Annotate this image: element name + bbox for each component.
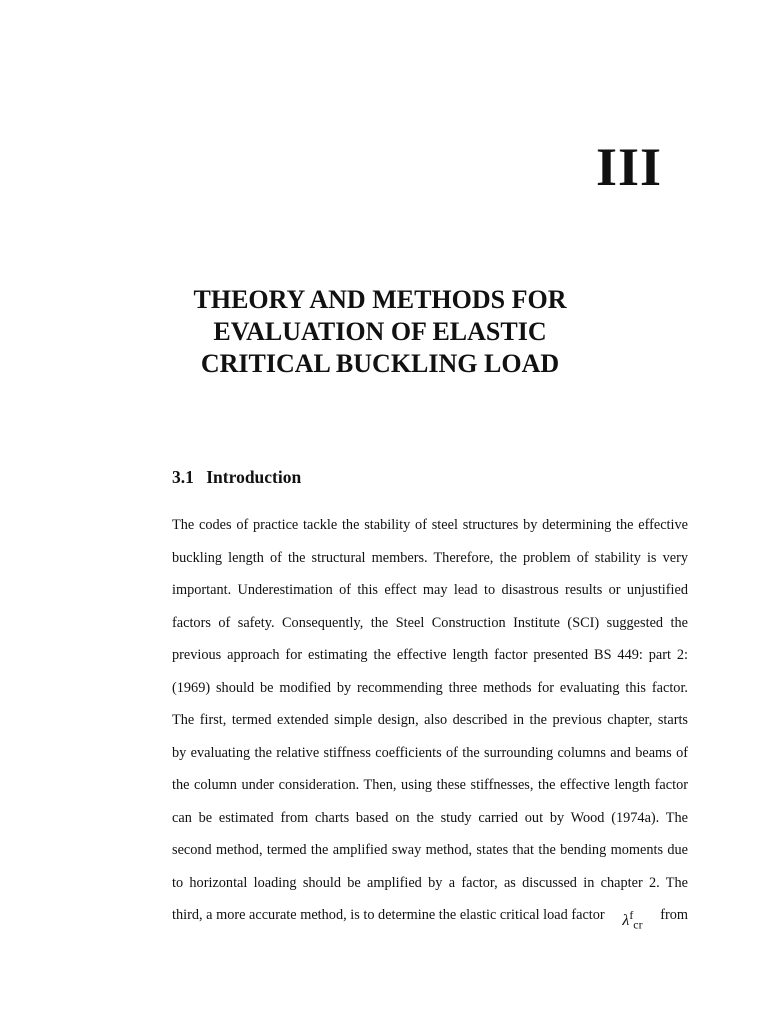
paragraph-line-last [172, 902, 688, 935]
section-heading [172, 467, 301, 488]
section-title: Introduction [206, 467, 302, 487]
chapter-title-line: THEORY AND METHODS FOR [193, 285, 567, 314]
last-line-text: third, a more accurate method, is to determine the elastic critical load factor [172, 907, 605, 923]
lambda-cr-symbol: $\lambda^f_{cr}$ [622, 908, 643, 932]
paragraph-line: The first, termed extended simple design, also described in the previous chapter, starts [172, 712, 688, 728]
chapter-number: III [595, 137, 662, 197]
chapter-title-line: EVALUATION OF ELASTIC [213, 317, 547, 346]
body-paragraph [172, 512, 688, 935]
paragraph-line: factors of safety. Consequently, the Steel Construction Institute (SCI) suggested the [172, 614, 688, 631]
paragraph-line: the column under consideration. Then, using these stiffnesses, the effective length factor [172, 777, 688, 793]
paragraph-line: The codes of practice tackle the stability of steel structures by determining the effective [172, 517, 688, 533]
section-number: 3.1 [172, 467, 194, 487]
paragraph-line: previous approach for estimating the effective length factor presented BS 449: part 2: [172, 647, 688, 663]
paragraph-line: buckling length of the structural members. Therefore, the problem of stability is very [172, 549, 688, 566]
chapter-title [172, 284, 588, 380]
paragraph-line: to horizontal loading should be amplified by a factor, as discussed in chapter 2. The [172, 874, 688, 891]
paragraph-line: second method, termed the amplified sway method, states that the bending moments due [172, 842, 688, 858]
paragraph-line: (1969) should be modified by recommending three methods for evaluating this factor. [172, 679, 688, 696]
paragraph-line: important. Underestimation of this effect may lead to disastrous results or unjustified [172, 582, 688, 598]
paragraph-line: can be estimated from charts based on the study carried out by Wood (1974a). The [172, 809, 688, 826]
paragraph-line: by evaluating the relative stiffness coefficients of the surrounding columns and beams of [172, 744, 688, 761]
last-line-tail: from [660, 907, 688, 923]
chapter-title-line: CRITICAL BUCKLING LOAD [200, 349, 560, 378]
